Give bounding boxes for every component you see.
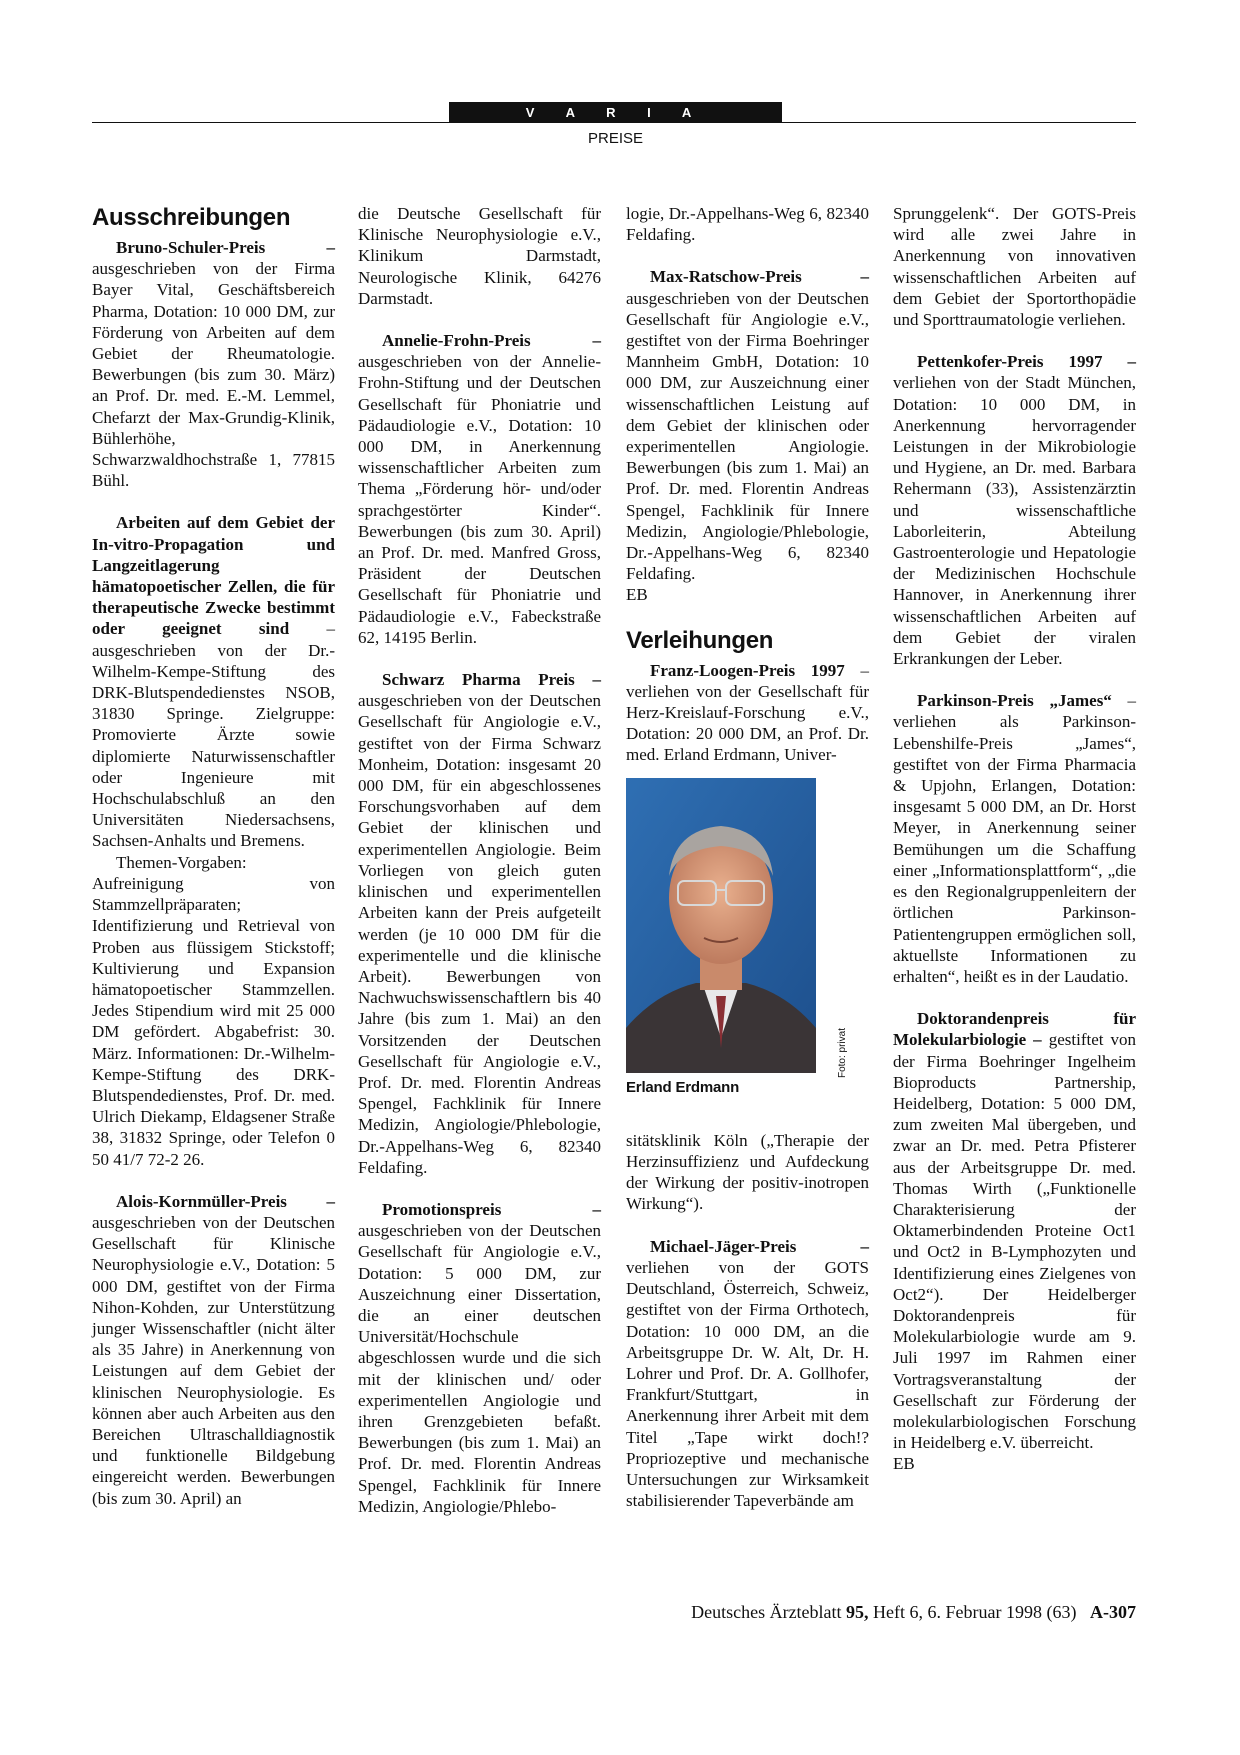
column-4 bbox=[893, 203, 1136, 1475]
article-body: ausgeschrieben von der Deutschen Gesellschaft für Klinische Neurophysiologie e.V., Dotation: 5 000 DM, gestiftet von der Firma Nihon-Kohden, zur Unterstützung junger Wissenschaftler (nicht älter als 35 Jahre) in Anerkennung von Leistungen auf dem Gebiet der klinischen Neurophysiologie. Es können aber auch Arbeiten aus den Bereichen Ultraschalldiagnostik und funktionelle Bildgebung eingereicht werden. Bewerbungen (bis zum 30. April) an bbox=[92, 1212, 335, 1508]
article-parkinson bbox=[893, 690, 1136, 987]
article-bruno-schuler bbox=[92, 237, 335, 491]
article-michael-jaeger bbox=[626, 1236, 869, 1512]
article-continuation: Sprunggelenk“. Der GOTS-Preis wird alle zwei Jahre in Anerkennung von innovativen wissenschaftlichen Arbeiten auf dem Gebiet der Sportorthopädie und Sporttraumatologie verliehen. bbox=[893, 204, 1136, 330]
article-title: Promotionspreis – bbox=[382, 1199, 601, 1219]
photo-credit: Foto: privat bbox=[837, 1027, 848, 1078]
heading-verleihungen: Verleihungen bbox=[626, 626, 774, 654]
article-body: verliehen von der GOTS Deutschland, Österreich, Schweiz, gestiftet von der Firma Orthotech, Dotation: 10 000 DM, an die Arbeitsgruppe Dr. W. Alt, Dr. H. Lohrer und Prof. Dr. A. Gollhofer, Frankfurt/Stuttgart, in Anerkennung ihrer Arbeit mit dem Titel „Tape wirkt doch!? Propriozeptive und mechanische Untersuchungen zur Wirksamkeit stabilisierender Tapeverbände am bbox=[626, 1257, 869, 1511]
journal-issue: Heft 6, 6. Februar 1998 (63) bbox=[868, 1602, 1077, 1622]
article-title: Bruno-Schuler-Preis – bbox=[116, 238, 335, 257]
article-title: Franz-Loogen-Preis 1997 bbox=[650, 660, 845, 680]
article-promotionspreis bbox=[358, 1199, 601, 1517]
article-body: ausgeschrieben von der Deutschen Gesellschaft für Angiologie e.V., gestiftet von der Firma Boehringer Mannheim GmbH, Dotation: 10 000 DM, zur Auszeichnung einer wissenschaftlichen Leistung auf dem Gebiet der klinischen oder experimentellen Angiologie. Bewerbungen (bis zum 1. Mai) an Prof. Dr. med. Florentin Andreas Spengel, Fachklinik für Innere Medizin, Angiologie/Phlebologie, Dr.-Appelhans-Weg 6, 82340 Feldafing. bbox=[626, 288, 869, 584]
photo-caption: Erland Erdmann bbox=[626, 1078, 740, 1096]
article-continuation: die Deutsche Gesellschaft für Klinische Neurophysiologie e.V., Klinikum Darmstadt, Neurologische Klinik, 64276 Darmstadt. bbox=[358, 204, 601, 308]
article-title: Doktorandenpreis für Molekularbiologie – bbox=[893, 1009, 1136, 1050]
article-continuation: logie, Dr.-Appelhans-Weg 6, 82340 Feldafing. bbox=[626, 204, 869, 245]
article-max-ratschow bbox=[626, 266, 869, 584]
section-label: V A R I A bbox=[449, 102, 782, 123]
article-body: ausgeschrieben von der Firma Bayer Vital, Geschäftsbereich Pharma, Dotation: 10 000 DM, zur Förderung von Arbeiten auf dem Gebiet der Rheumatologie. Bewerbungen (bis zum 30. März) an Prof. Dr. med. E.-M. Lemmel, Chefarzt der Max-Grundig-Klinik, Bühlerhöhe, Schwarzwaldhochstraße 1, 77815 Bühl. bbox=[92, 259, 335, 491]
page-number: A-307 bbox=[1090, 1602, 1136, 1622]
article-body: ausgeschrieben von der Deutschen Gesellschaft für Angiologie e.V., gestiftet von der Firma Schwarz Monheim, Dotation: insgesamt 20 000 DM, für ein abgeschlossenes Forschungsvorhaben auf dem Gebiet der klinischen und experimentellen Angiologie. Beim Vorliegen von gleich guten klinischen und experimentellen Arbeiten kann der Preis aufgeteilt werden (je 10 000 DM für die experimentelle und die klinische Arbeit). Bewerbungen von Nachwuchswissenschaftlern bis 40 Jahre (bis zum 1. Mai) an den Vorsitzenden der Deutschen Gesellschaft für Angiologie e.V., Prof. Dr. med. Florentin Andreas Spengel, Fachklinik für Innere Medizin, Angiologie/Phlebologie, Dr.-Appelhans-Weg 6, 82340 Feldafing. bbox=[358, 691, 601, 1177]
article-body: – verliehen von der Gesellschaft für Herz-Kreislauf-Forschung e.V., Dotation: 20 000 DM, an Prof. Dr. med. Erland Erdmann, Univer- bbox=[626, 660, 869, 765]
article-title: Parkinson-Preis „James“ bbox=[917, 691, 1112, 711]
column-2 bbox=[358, 203, 601, 1517]
journal-volume: 95, bbox=[846, 1602, 869, 1622]
heading-ausschreibungen: Ausschreibungen bbox=[92, 204, 291, 231]
page-footer bbox=[691, 1602, 1136, 1623]
article-themen: Themen-Vorgaben: Aufreinigung von Stammzellpräparaten; Identifizierung und Retrieval von Proben aus flüssigem Stickstoff; Kultivierung und Expansion hämatopoetischer Stammzellen. Jedes Stipendium wird mit 25 000 DM gefördert. Abgabefrist: 30. März. Informationen: Dr.-Wilhelm-Kempe-Stiftung des DRK-Blutspendedienstes, Prof. Dr. med. Ulrich Diekamp, Eldagsener Straße 38, 31832 Springe, oder Telefon 0 50 41/7 72-2 26. bbox=[92, 852, 335, 1169]
article-body: gestiftet von der Firma Boehringer Ingelheim Bioproducts Partnership, Heidelberg, Dotation: 5 000 DM, zum zweiten Mal übergeben, und zwar an Dr. med. Petra Pfisterer aus der Arbeitsgruppe Dr. med. Thomas Wirth („Funktionelle Charakterisierung der Oktamerbindenden Proteine Oct1 und Oct2 in B-Lymphozyten und Identifizierung eines Zielgenes von Oct2“). Der Heidelberger Doktorandenpreis für Molekularbiologie wurde am 9. Juli 1997 im Rahmen einer Vortragsveranstaltung der Gesellschaft zur Förderung der molekularbiologischen Forschung in Heidelberg e.V. überreicht. bbox=[893, 1030, 1136, 1453]
article-schwarz-pharma bbox=[358, 669, 601, 1178]
article-title: Michael-Jäger-Preis – bbox=[650, 1236, 869, 1256]
article-pettenkofer bbox=[893, 351, 1136, 669]
article-title: Annelie-Frohn-Preis – bbox=[382, 331, 601, 351]
article-body: – ausgeschrieben von der Dr.-Wilhelm-Kempe-Stiftung des DRK-Blutspendedienstes NSOB, 31830 Springe. Zielgruppe: Promovierte Ärzte sowie diplomierte Naturwissenschaftler oder Ingenieure mit Hochschulabschluß an den Universitäten Niedersachsens, Sachsen-Anhalts und Bremens. bbox=[92, 619, 335, 851]
journal-name: Deutsches Ärzteblatt bbox=[691, 1602, 847, 1622]
article-title: Alois-Kornmüller-Preis – bbox=[116, 1191, 335, 1211]
portrait-image bbox=[626, 778, 816, 1073]
article-title: Schwarz Pharma Preis – bbox=[382, 670, 601, 690]
article-continuation: sitätsklinik Köln („Therapie der Herzinsuffizienz und Aufdeckung der Wirkung der positiv-inotropen Wirkung“). bbox=[626, 1130, 869, 1214]
article-title: Max-Ratschow-Preis – bbox=[650, 267, 869, 287]
article-title: Arbeiten auf dem Gebiet der In-vitro-Propagation und Langzeitlagerung hämatopoetischer Zellen, die für therapeutische Zwecke bestimmt oder geeignet sind bbox=[92, 513, 335, 639]
article-doktorandenpreis bbox=[893, 1008, 1136, 1453]
column-1 bbox=[92, 203, 335, 1509]
article-annelie-frohn bbox=[358, 330, 601, 648]
article-in-vitro bbox=[92, 512, 335, 851]
portrait-photo bbox=[626, 778, 848, 1078]
article-franz-loogen bbox=[626, 660, 869, 766]
article-body: ausgeschrieben von der Deutschen Gesellschaft für Angiologie e.V., Dotation: 5 000 DM, zur Auszeichnung einer Dissertation, die an einer deutschen Universität/Hochschule abgeschlossen wurde und die sich mit der klinischen und/ oder experimentellen Angiologie und ihren Grenzgebieten befaßt. Bewerbungen (bis zum 1. Mai) an Prof. Dr. med. Florentin Andreas Spengel, Fachklinik für Innere Medizin, Angiologie/Phlebo- bbox=[358, 1221, 601, 1516]
author-signature: EB bbox=[893, 1454, 915, 1474]
rubric-label: PREISE bbox=[587, 130, 644, 147]
article-body: verliehen von der Stadt München, Dotation: 10 000 DM, in Anerkennung hervorragender Leistungen in der Mikrobiologie und Hygiene, an Dr. med. Barbara Rehermann (33), Assistenzärztin und wissenschaftliche Laborleiterin, Abteilung Gastroenterologie und Hepatologie der Medizinischen Hochschule Hannover, in Anerkennung ihrer wissenschaftlichen Arbeiten auf dem Gebiet der viralen Erkrankungen der Leber. bbox=[893, 373, 1136, 669]
article-kornmueller bbox=[92, 1191, 335, 1509]
article-title: Pettenkofer-Preis 1997 – bbox=[917, 352, 1136, 372]
article-body: – verliehen als Parkinson-Lebenshilfe-Preis „James“, gestiftet von der Firma Pharmacia & Upjohn, Erlangen, Dotation: insgesamt 5 000 DM, an Dr. Horst Meyer, in Anerkennung seiner Bemühungen um die Schaffung einer „Informationsplattform“, „die es den Regionalgruppenleitern der örtlichen Parkinson-Patientengruppen ermöglichen soll, aktuellste Informationen zu erhalten“, heißt es in der Laudatio. bbox=[893, 691, 1136, 986]
author-signature: EB bbox=[626, 585, 648, 605]
column-3 bbox=[626, 203, 869, 1511]
article-body: ausgeschrieben von der Annelie-Frohn-Stiftung und der Deutschen Gesellschaft für Phoniatrie und Pädaudiologie e.V., Dotation: 10 000 DM, in Anerkennung wissenschaftlicher Arbeiten zum Thema „Förderung hör- und/oder sprachgestörter Kinder“. Bewerbungen (bis zum 30. April) an Prof. Dr. med. Manfred Gross, Präsident der Deutschen Gesellschaft für Phoniatrie und Pädaudiologie e.V., Fabeckstraße 62, 14195 Berlin. bbox=[358, 352, 601, 647]
